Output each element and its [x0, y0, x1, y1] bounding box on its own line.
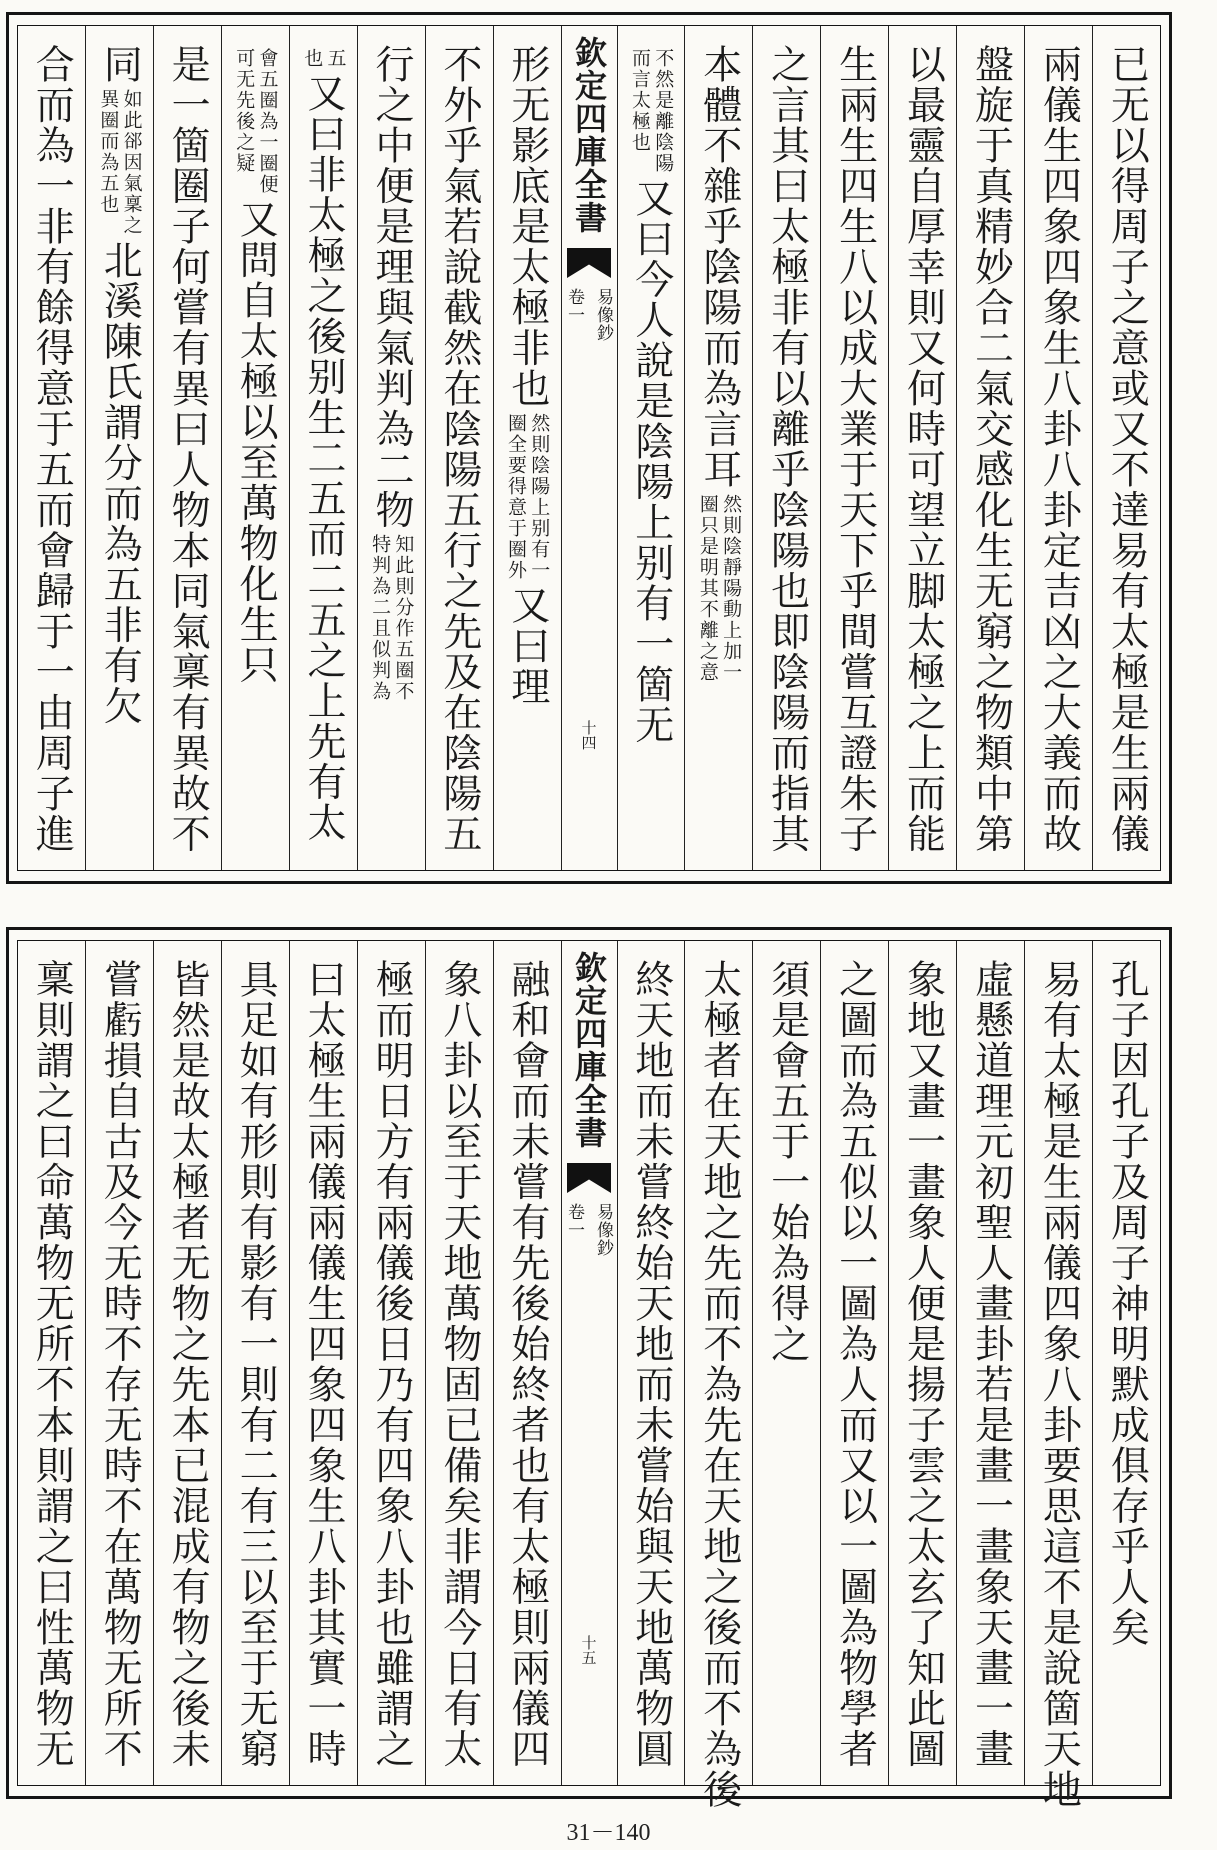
main-text: 兩儀生四象四象生八卦八卦定吉凶之大義而故 — [1036, 44, 1082, 854]
main-text: 已无以得周子之意或又不達易有太極是生兩儀 — [1104, 44, 1150, 854]
note-line: 然則陰陽上别有一 — [528, 412, 551, 581]
main-text: 不外乎氣若說截然在陰陽五行之先及在陰陽五 — [436, 44, 482, 854]
main-text: 合而為一非有餘得意于五而會歸于一由周子進 — [29, 44, 75, 854]
text-column — [153, 941, 221, 1785]
main-text: 同 — [97, 44, 143, 85]
note-line: 圈只是明其不離之意 — [696, 493, 719, 683]
spine-subtitle — [562, 1203, 616, 1257]
main-text: 以最靈自厚幸則又何時可望立脚太極之上而能 — [900, 44, 946, 854]
note-line: 異圈而為五也 — [97, 88, 120, 215]
fish-tail-mark — [567, 248, 611, 278]
upper-leaf-columns — [17, 25, 1161, 871]
spine-column — [561, 26, 617, 870]
text-column — [289, 941, 357, 1785]
volume-label: 卷一 — [564, 288, 584, 324]
spine-title: 欽定四庫全書 — [570, 951, 608, 1149]
main-text: 生兩生四生八以成大業于天下乎間嘗互證朱子 — [832, 44, 878, 854]
spine-subtitle — [562, 288, 616, 342]
text-column — [85, 26, 153, 870]
main-text: 之圖而為五似以一圖為人而又以一圖為物學者 — [832, 959, 878, 1769]
note-line: 而言太極也 — [628, 48, 651, 153]
book-title: 易像鈔 — [593, 288, 613, 342]
folio-number: 十五 — [579, 1635, 598, 1665]
main-text: 孔子因孔子及周子神明默成俱存乎人矣 — [1104, 959, 1150, 1648]
text-column — [153, 26, 221, 870]
main-text: 易有太極是生兩儀四象八卦要思這不是說箇天地 — [1036, 959, 1082, 1810]
text-column — [752, 941, 820, 1785]
interlinear-note — [369, 534, 414, 702]
main-text: 象地又畫一畫象人便是揚子雲之太玄了知此圖 — [900, 959, 946, 1769]
main-text-continued: 北溪陳氏謂分而為五非有欠 — [97, 239, 143, 726]
note-line: 可无先後之疑 — [233, 48, 256, 174]
text-column — [493, 941, 561, 1785]
text-column — [956, 941, 1024, 1785]
main-text: 具足如有形則有影有一則有二有三以至于无窮 — [233, 959, 279, 1769]
text-column — [425, 941, 493, 1785]
interlinear-note — [505, 413, 550, 581]
text-column — [617, 26, 685, 870]
main-text: 嘗虧損自古及今无時不存无時不在萬物无所不 — [97, 959, 143, 1769]
text-column — [1024, 26, 1092, 870]
text-column — [1092, 26, 1160, 870]
note-line: 圈全要得意于圈外 — [505, 412, 528, 581]
text-column — [888, 941, 956, 1785]
main-text-continued: 又曰今人說是陰陽上别有一箇无 — [628, 178, 674, 745]
interlinear-note — [697, 494, 742, 683]
text-column — [357, 26, 425, 870]
volume-label: 卷一 — [564, 1203, 584, 1239]
text-column — [684, 941, 752, 1810]
main-text: 須是會五于一始為得之 — [764, 959, 810, 1364]
interlinear-note — [629, 48, 674, 174]
text-column — [221, 941, 289, 1785]
text-column — [85, 941, 153, 1785]
note-line: 五 — [324, 48, 347, 69]
page-number: 31－140 — [566, 1820, 651, 1846]
text-column — [493, 26, 561, 870]
text-column — [1092, 941, 1160, 1785]
fish-tail-mark — [567, 1163, 611, 1193]
note-line: 也 — [301, 48, 324, 69]
text-column — [617, 941, 685, 1785]
interlinear-note — [301, 48, 346, 69]
text-column — [18, 26, 85, 870]
note-line: 知此則分作五圈不 — [392, 534, 415, 702]
main-text: 終天地而未嘗終始天地而未嘗始與天地萬物圓 — [628, 959, 674, 1769]
text-column — [425, 26, 493, 870]
main-text: 行之中便是理與氣判為二物 — [368, 44, 414, 530]
main-text: 是一箇圈子何嘗有異曰人物本同氣稟有異故不 — [165, 44, 211, 854]
note-line: 如此郤因氣稟之 — [120, 88, 143, 236]
spine-title: 欽定四庫全書 — [570, 36, 608, 234]
text-column — [956, 26, 1024, 870]
main-text: 稟則謂之曰命萬物无所不本則謂之曰性萬物无 — [29, 959, 75, 1769]
text-column — [752, 26, 820, 870]
main-text: 皆然是故太極者无物之先本已混成有物之後未 — [165, 959, 211, 1769]
lower-leaf-columns — [17, 940, 1161, 1810]
text-column — [1024, 941, 1092, 1810]
spine-column — [561, 941, 617, 1785]
interlinear-note — [97, 89, 142, 236]
main-text: 本體不雜乎陰陽而為言耳 — [696, 44, 742, 490]
main-text-continued: 又問自太極以至萬物化生只 — [233, 199, 279, 685]
text-column — [18, 941, 85, 1785]
main-text: 曰太極生兩儀兩儀生四象四象生八卦其實一時 — [301, 959, 347, 1769]
main-text: 太極者在天地之先而不為先在天地之後而不為後 — [696, 959, 742, 1810]
folio-number: 十四 — [579, 720, 598, 750]
text-column — [221, 26, 289, 870]
main-text: 盤旋于真精妙合二氣交感化生无窮之物類中第 — [968, 44, 1014, 854]
main-text: 虛懸道理元初聖人畫卦若是畫一畫象天畫一畫 — [968, 959, 1014, 1769]
note-line: 會五圈為一圈便 — [256, 48, 279, 195]
main-text: 象八卦以至于天地萬物固已備矣非謂今日有太 — [436, 959, 482, 1769]
text-column — [357, 941, 425, 1785]
main-text: 形无影底是太極非也 — [504, 44, 550, 409]
note-line: 然則陰靜陽動上加一 — [720, 493, 743, 683]
interlinear-note — [233, 48, 278, 195]
book-title: 易像鈔 — [593, 1203, 613, 1257]
text-column — [289, 26, 357, 870]
note-line: 特判為二且似判為 — [369, 534, 392, 702]
note-line: 不然是離陰陽 — [652, 48, 675, 174]
main-text-continued: 又曰理 — [504, 584, 550, 706]
text-column — [684, 26, 752, 870]
text-column — [888, 26, 956, 870]
main-text: 極而明日方有兩儀後日乃有四象八卦也雖謂之 — [368, 959, 414, 1769]
text-column — [820, 26, 888, 870]
main-text-continued: 又曰非太極之後别生二五而二五之上先有太 — [301, 73, 347, 843]
main-text: 之言其曰太極非有以離乎陰陽也即陰陽而指其 — [764, 44, 810, 854]
upper-leaf — [6, 12, 1172, 884]
text-column — [820, 941, 888, 1785]
lower-leaf — [6, 927, 1172, 1810]
main-text: 融和會而未嘗有先後始終者也有太極則兩儀四 — [504, 959, 550, 1769]
